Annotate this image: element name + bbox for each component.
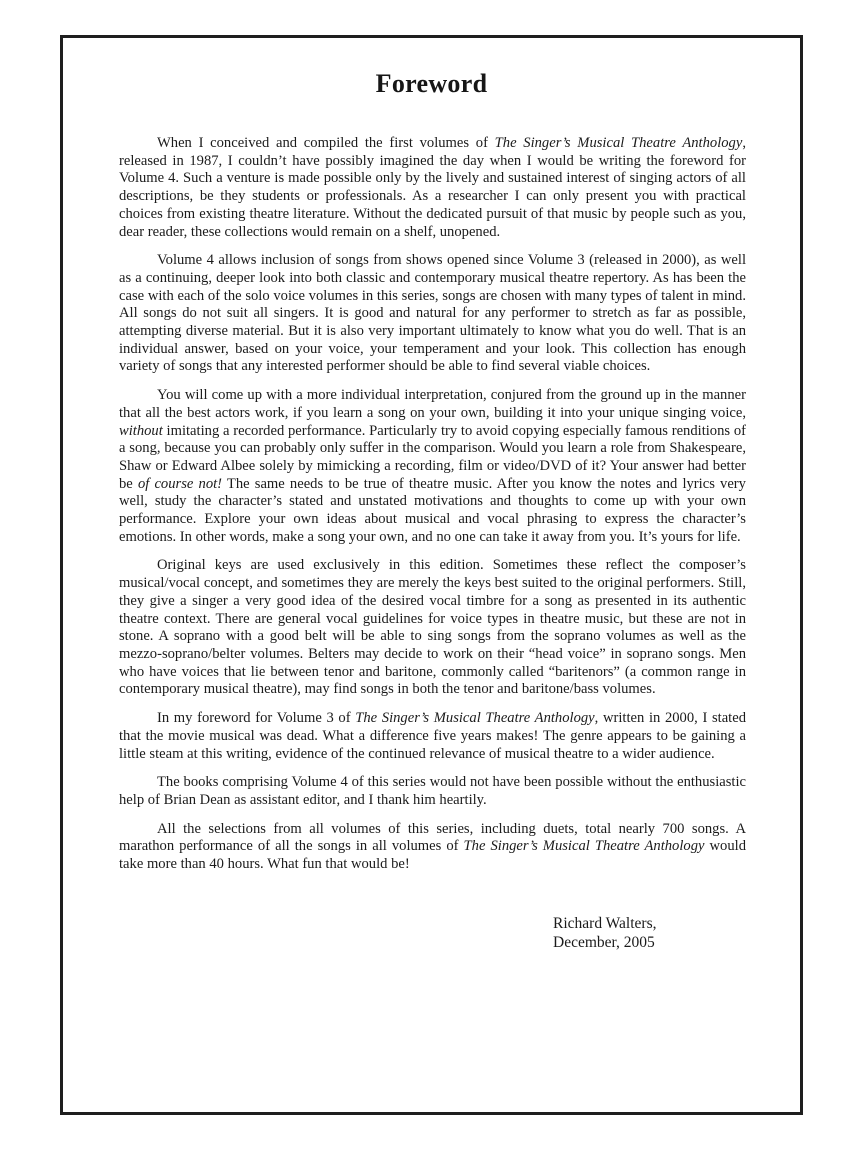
paragraph: Original keys are used exclusively in this edition. Sometimes these reflect the composer’s musical/vocal concept, and sometimes they are merely the keys best suited to the original performers. Still, they give a singer a very good idea of the desired vocal timbre for a song as presented in its authentic theatre context. There are general vocal guidelines for voice types in theatre music, but these are not in stone. A soprano with a good belt will be able to sing songs from the soprano volumes as well as the mezzo-soprano/belter volumes. Belters may decide to work on their “head voice” in soprano songs. Men who have voices that lie between tenor and baritone, commonly called “baritenors” (a common range in contemporary musical theatre), may find songs in both the tenor and baritone/bass volumes.: [119, 557, 746, 698]
page-title: Foreword: [375, 69, 488, 98]
signature-date: December, 2005: [553, 934, 655, 952]
signature-block: [553, 914, 746, 953]
page-border-frame: [60, 35, 803, 1115]
paragraph: When I conceived and compiled the first volumes of The Singer’s Musical Theatre Anthology, released in 1987, I couldn’t have possibly imagined the day when I would be writing the foreword for Volume 4. Such a venture is made possible only by the lively and sustained interest of singing actors of all descriptions, be they students or professionals. As a researcher I can only present you with practical choices from existing theatre literature. Without the dedicated pursuit of that music by people such as you, dear reader, these collections would remain on a shelf, unopened.: [119, 135, 746, 240]
paragraph: You will come up with a more individual interpretation, conjured from the ground up in the manner that all the best actors work, if you learn a song on your own, building it into your unique singing voice, without imitating a recorded performance. Particularly try to avoid copying especially famous renditions of a song, because you can probably only suffer in the comparison. Would you learn a role from Shakespeare, Shaw or Edward Albee solely by mimicking a recording, film or video/DVD of it? Your answer had better be of course not! The same needs to be true of theatre music. After you know the notes and lyrics very well, study the character’s stated and unstated motivations and thoughts to come up with your own performance. Explore your own ideas about musical and vocal phrasing to express the character’s emotions. In other words, make a song your own, and no one can take it away from you. It’s yours for life.: [119, 387, 746, 545]
signature-name: Richard Walters,: [553, 914, 657, 932]
paragraph: All the selections from all volumes of this series, including duets, total nearly 700 songs. A marathon performance of all the songs in all volumes of The Singer’s Musical Theatre Anthology would take more than 40 hours. What fun that would be!: [119, 820, 746, 873]
paragraph: Volume 4 allows inclusion of songs from shows opened since Volume 3 (released in 2000), as well as a continuing, deeper look into both classic and contemporary musical theatre repertory. As has been the case with each of the solo voice volumes in this series, songs are chosen with many types of talent in mind. All songs do not suit all singers. It is good and natural for any performer to stretch as far as possible, attempting diverse material. But it is also very important ultimately to know what you do well. That is an individual answer, based on your voice, your temperament and your look. This collection has enough variety of songs that any interested performer should be able to find several viable choices.: [119, 252, 746, 375]
paragraph: In my foreword for Volume 3 of The Singer’s Musical Theatre Anthology, written in 2000, I stated that the movie musical was dead. What a difference five years makes! The genre appears to be gaining a little steam at this writing, evidence of the continued relevance of musical theatre to a wider audience.: [119, 710, 747, 762]
paragraph: The books comprising Volume 4 of this series would not have been possible without the enthusiastic help of Brian Dean as assistant editor, and I thank him heartily.: [119, 774, 746, 808]
foreword-body: [119, 135, 746, 953]
